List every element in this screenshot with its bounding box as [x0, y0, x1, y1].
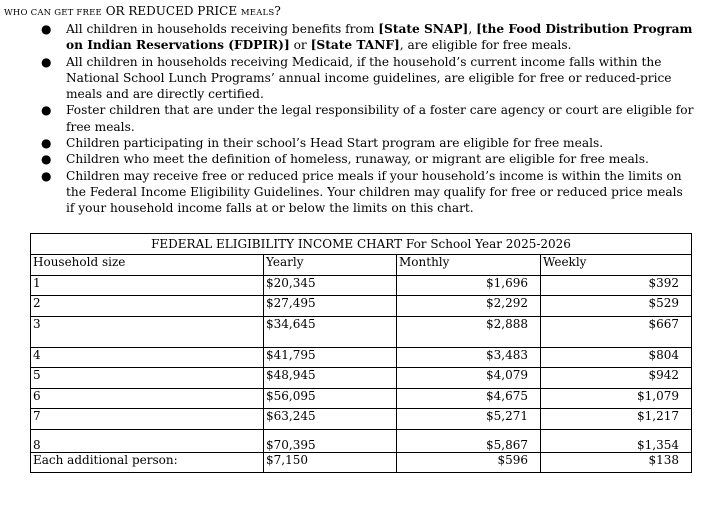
weekly-cell: $1,217 — [541, 409, 692, 430]
household-size-cell: 7 — [31, 409, 264, 430]
household-size-cell: 8 — [31, 429, 264, 452]
table-row — [31, 368, 692, 389]
household-size-cell: 3 — [31, 316, 264, 347]
bullet-text: Children may receive free or reduced price meals if your household’s income is within the limits on the Federal Income Eligibility Guidelines. Your children may qualify for free or reduced price meals if your household income falls at or below the limits on this chart. — [66, 168, 683, 216]
bullet-icon: ● — [41, 103, 52, 118]
table-row — [31, 429, 692, 452]
header-monthly: Monthly — [397, 255, 541, 276]
table-row — [31, 409, 692, 430]
household-size-cell: 4 — [31, 347, 264, 368]
bullet-text: [State SNAP] — [378, 22, 469, 36]
income-chart-table — [30, 233, 692, 473]
bullet-icon: ● — [41, 136, 52, 151]
heading-prefix: WHO CAN GET FREE — [4, 8, 102, 18]
table-title: FEDERAL ELIGIBILITY INCOME CHART For School Year 2025-2026 — [31, 234, 692, 255]
weekly-cell: $1,079 — [541, 388, 692, 409]
bullet-text: [State TANF] — [310, 38, 400, 53]
bullet-icon: ● — [41, 168, 52, 183]
yearly-cell: $48,945 — [264, 368, 397, 389]
table-row — [31, 452, 692, 473]
heading-suffix: MEALS — [240, 8, 275, 18]
bullet-text: All children in households receiving Medicaid, if the household’s current income falls within the National School Lunch Programs’ annual income guidelines, are eligible for free or reduced-price meals and are directly certified. — [66, 54, 672, 102]
table-row — [31, 388, 692, 409]
header-weekly: Weekly — [541, 255, 692, 276]
heading-middle: OR REDUCED PRICE — [101, 4, 241, 18]
bullet-text: Foster children that are under the legal responsibility of a foster care agency or court are eligible for free meals. — [66, 103, 694, 134]
monthly-cell: $2,888 — [397, 316, 541, 347]
list-item — [40, 168, 694, 217]
heading-end: ? — [274, 4, 281, 18]
table-title-row — [31, 234, 692, 255]
header-yearly: Yearly — [264, 255, 397, 276]
weekly-cell: $1,354 — [541, 429, 692, 452]
bullet-icon: ● — [41, 22, 52, 36]
list-item — [40, 21, 694, 54]
table-row — [31, 296, 692, 317]
monthly-cell: $4,079 — [397, 368, 541, 389]
yearly-cell: $20,345 — [264, 275, 397, 296]
monthly-cell: $1,696 — [397, 275, 541, 296]
bullet-text: [the Food Distribution Program on Indian Reservations (FDPIR)] — [66, 22, 693, 53]
eligibility-list — [40, 21, 694, 217]
list-item — [40, 102, 694, 135]
weekly-cell: $804 — [541, 347, 692, 368]
table-row — [31, 347, 692, 368]
household-size-cell: 2 — [31, 296, 264, 317]
bullet-icon: ● — [41, 54, 52, 69]
list-item — [40, 54, 694, 103]
yearly-cell: $70,395 — [264, 429, 397, 452]
section-heading — [4, 4, 281, 18]
table-row — [31, 316, 692, 347]
bullet-text: Children participating in their school’s Head Start program are eligible for free meals. — [66, 136, 604, 151]
monthly-cell: $596 — [397, 452, 541, 473]
monthly-cell: $5,271 — [397, 409, 541, 430]
yearly-cell: $27,495 — [264, 296, 397, 317]
yearly-cell: $56,095 — [264, 388, 397, 409]
weekly-cell: $942 — [541, 368, 692, 389]
yearly-cell: $7,150 — [264, 452, 397, 473]
household-size-cell: Each additional person: — [31, 452, 264, 473]
monthly-cell: $5,867 — [397, 429, 541, 452]
header-household-size: Household size — [31, 255, 264, 276]
monthly-cell: $3,483 — [397, 347, 541, 368]
household-size-cell: 1 — [31, 275, 264, 296]
bullet-text: All children in households receiving benefits from — [66, 22, 379, 36]
weekly-cell: $667 — [541, 316, 692, 347]
bullet-text: , — [468, 22, 477, 36]
bullet-text: Children who meet the definition of homeless, runaway, or migrant are eligible for free meals. — [66, 152, 649, 167]
weekly-cell: $392 — [541, 275, 692, 296]
weekly-cell: $138 — [541, 452, 692, 473]
list-item — [40, 135, 694, 151]
list-item — [40, 151, 694, 167]
household-size-cell: 5 — [31, 368, 264, 389]
table-header-row — [31, 255, 692, 276]
yearly-cell: $63,245 — [264, 409, 397, 430]
table-row — [31, 275, 692, 296]
bullet-icon: ● — [41, 152, 52, 167]
weekly-cell: $529 — [541, 296, 692, 317]
monthly-cell: $2,292 — [397, 296, 541, 317]
bullet-text: , are eligible for free meals. — [399, 38, 572, 53]
yearly-cell: $41,795 — [264, 347, 397, 368]
household-size-cell: 6 — [31, 388, 264, 409]
monthly-cell: $4,675 — [397, 388, 541, 409]
bullet-text: or — [289, 38, 311, 53]
yearly-cell: $34,645 — [264, 316, 397, 347]
